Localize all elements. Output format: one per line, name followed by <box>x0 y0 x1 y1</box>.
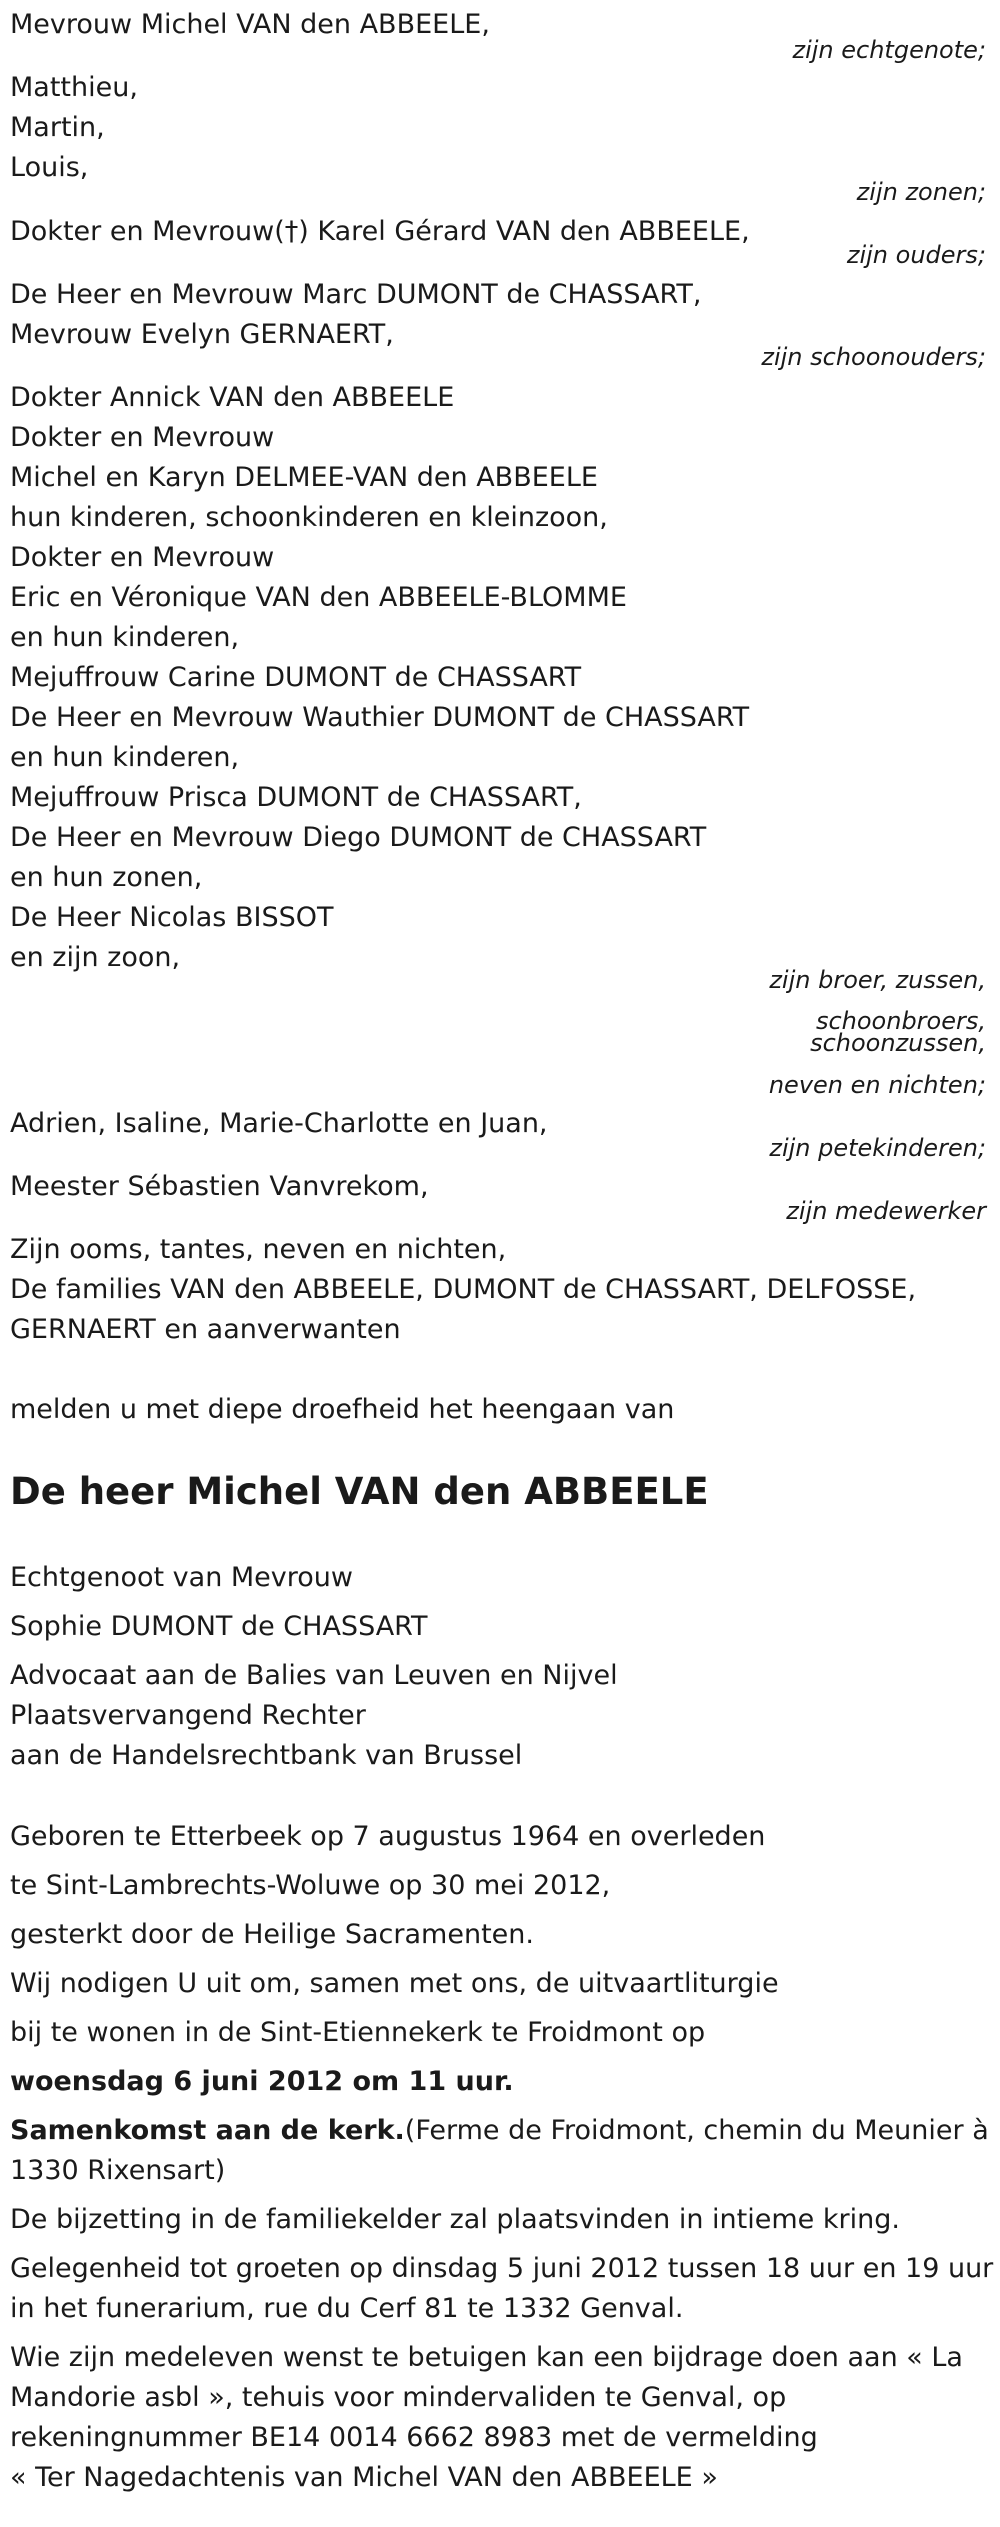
donation-line-4: « Ter Nagedachtenis van Michel VAN den ABBEELE » <box>10 2462 718 2493</box>
siblings-role-1: zijn broer, zussen, <box>769 966 986 994</box>
spouse-line-2: Sophie DUMONT de CHASSART <box>10 1611 428 1642</box>
donation-line-3: rekeningnummer BE14 0014 6662 8983 met de vermelding <box>10 2422 818 2453</box>
donation-line-2: Mandorie asbl », tehuis voor mindervaliden te Genval, op <box>10 2382 787 2413</box>
sibling-line-15: en zijn zoon, <box>10 942 181 973</box>
godchildren-role: zijn petekinderen; <box>769 1134 986 1162</box>
son-3: Louis, <box>10 152 89 183</box>
meeting-line-1 <box>10 2111 989 2151</box>
sons-role: zijn zonen; <box>856 178 986 206</box>
sibling-line-1: Dokter Annick VAN den ABBEELE <box>10 382 455 413</box>
wife-role: zijn echtgenote; <box>792 36 986 64</box>
son-1: Matthieu, <box>10 72 138 103</box>
colleague-role: zijn medewerker <box>786 1197 986 1225</box>
profession-line-2: Plaatsvervangend Rechter <box>10 1700 366 1731</box>
invite-line-2: bij te wonen in de Sint-Etiennekerk te Froidmont op <box>10 2017 706 2048</box>
sibling-line-9: De Heer en Mevrouw Wauthier DUMONT de CHASSART <box>10 702 750 733</box>
profession-line-3: aan de Handelsrechtbank van Brussel <box>10 1740 523 1771</box>
sacraments-line: gesterkt door de Heilige Sacramenten. <box>10 1919 534 1950</box>
parents-name: Dokter en Mevrouw(†) Karel Gérard VAN den ABBEELE, <box>10 216 750 247</box>
visit-line-2: in het funerarium, rue du Cerf 81 te 1332 Genval. <box>10 2293 684 2324</box>
funeral-date: woensdag 6 juni 2012 om 11 uur. <box>10 2066 514 2097</box>
sibling-line-2: Dokter en Mevrouw <box>10 422 275 453</box>
meeting-rest: (Ferme de Froidmont, chemin du Meunier à <box>404 2115 989 2146</box>
relatives-line-3: GERNAERT en aanverwanten <box>10 1314 401 1345</box>
meeting-bold: Samenkomst aan de kerk. <box>10 2115 405 2146</box>
sibling-line-11: Mejuffrouw Prisca DUMONT de CHASSART, <box>10 782 582 813</box>
in-law-2: Mevrouw Evelyn GERNAERT, <box>10 319 394 350</box>
meeting-line-2: 1330 Rixensart) <box>10 2155 226 2186</box>
godchildren-names: Adrien, Isaline, Marie-Charlotte en Juan, <box>10 1108 548 1139</box>
sibling-line-10: en hun kinderen, <box>10 742 240 773</box>
sibling-line-7: en hun kinderen, <box>10 622 240 653</box>
spouse-line-1: Echtgenoot van Mevrouw <box>10 1562 353 1593</box>
visit-line-1: Gelegenheid tot groeten op dinsdag 5 juni 2012 tussen 18 uur en 19 uur <box>10 2253 994 2284</box>
sibling-line-13: en hun zonen, <box>10 862 203 893</box>
deceased-name: De heer Michel VAN den ABBEELE <box>10 1470 709 1513</box>
sibling-line-6: Eric en Véronique VAN den ABBEELE-BLOMME <box>10 582 627 613</box>
sibling-line-12: De Heer en Mevrouw Diego DUMONT de CHASSART <box>10 822 707 853</box>
wife-name: Mevrouw Michel VAN den ABBEELE, <box>10 9 490 40</box>
colleague-name: Meester Sébastien Vanvrekom, <box>10 1171 429 1202</box>
invite-line-1: Wij nodigen U uit om, samen met ons, de uitvaartliturgie <box>10 1968 779 1999</box>
died-line: te Sint-Lambrechts-Woluwe op 30 mei 2012, <box>10 1870 611 1901</box>
relatives-line-1: Zijn ooms, tantes, neven en nichten, <box>10 1234 507 1265</box>
announcement: melden u met diepe droefheid het heengaan van <box>10 1394 675 1425</box>
relatives-line-2: De families VAN den ABBEELE, DUMONT de CHASSART, DELFOSSE, <box>10 1274 917 1305</box>
sibling-line-8: Mejuffrouw Carine DUMONT de CHASSART <box>10 662 582 693</box>
sibling-line-14: De Heer Nicolas BISSOT <box>10 902 334 933</box>
in-law-1: De Heer en Mevrouw Marc DUMONT de CHASSART, <box>10 279 702 310</box>
siblings-role-3: schoonzussen, <box>810 1029 986 1057</box>
son-2: Martin, <box>10 112 105 143</box>
sibling-line-5: Dokter en Mevrouw <box>10 542 275 573</box>
siblings-role-4: neven en nichten; <box>768 1071 986 1099</box>
burial-line: De bijzetting in de familiekelder zal plaatsvinden in intieme kring. <box>10 2204 900 2235</box>
profession-line-1: Advocaat aan de Balies van Leuven en Nijvel <box>10 1660 618 1691</box>
sibling-line-4: hun kinderen, schoonkinderen en kleinzoon, <box>10 502 608 533</box>
sibling-line-3: Michel en Karyn DELMEE-VAN den ABBEELE <box>10 462 598 493</box>
donation-line-1: Wie zijn medeleven wenst te betuigen kan een bijdrage doen aan « La <box>10 2342 963 2373</box>
in-laws-role: zijn schoonouders; <box>761 343 986 371</box>
siblings-role-2: schoonbroers, <box>815 1007 986 1035</box>
parents-role: zijn ouders; <box>846 241 986 269</box>
born-line: Geboren te Etterbeek op 7 augustus 1964 en overleden <box>10 1821 766 1852</box>
